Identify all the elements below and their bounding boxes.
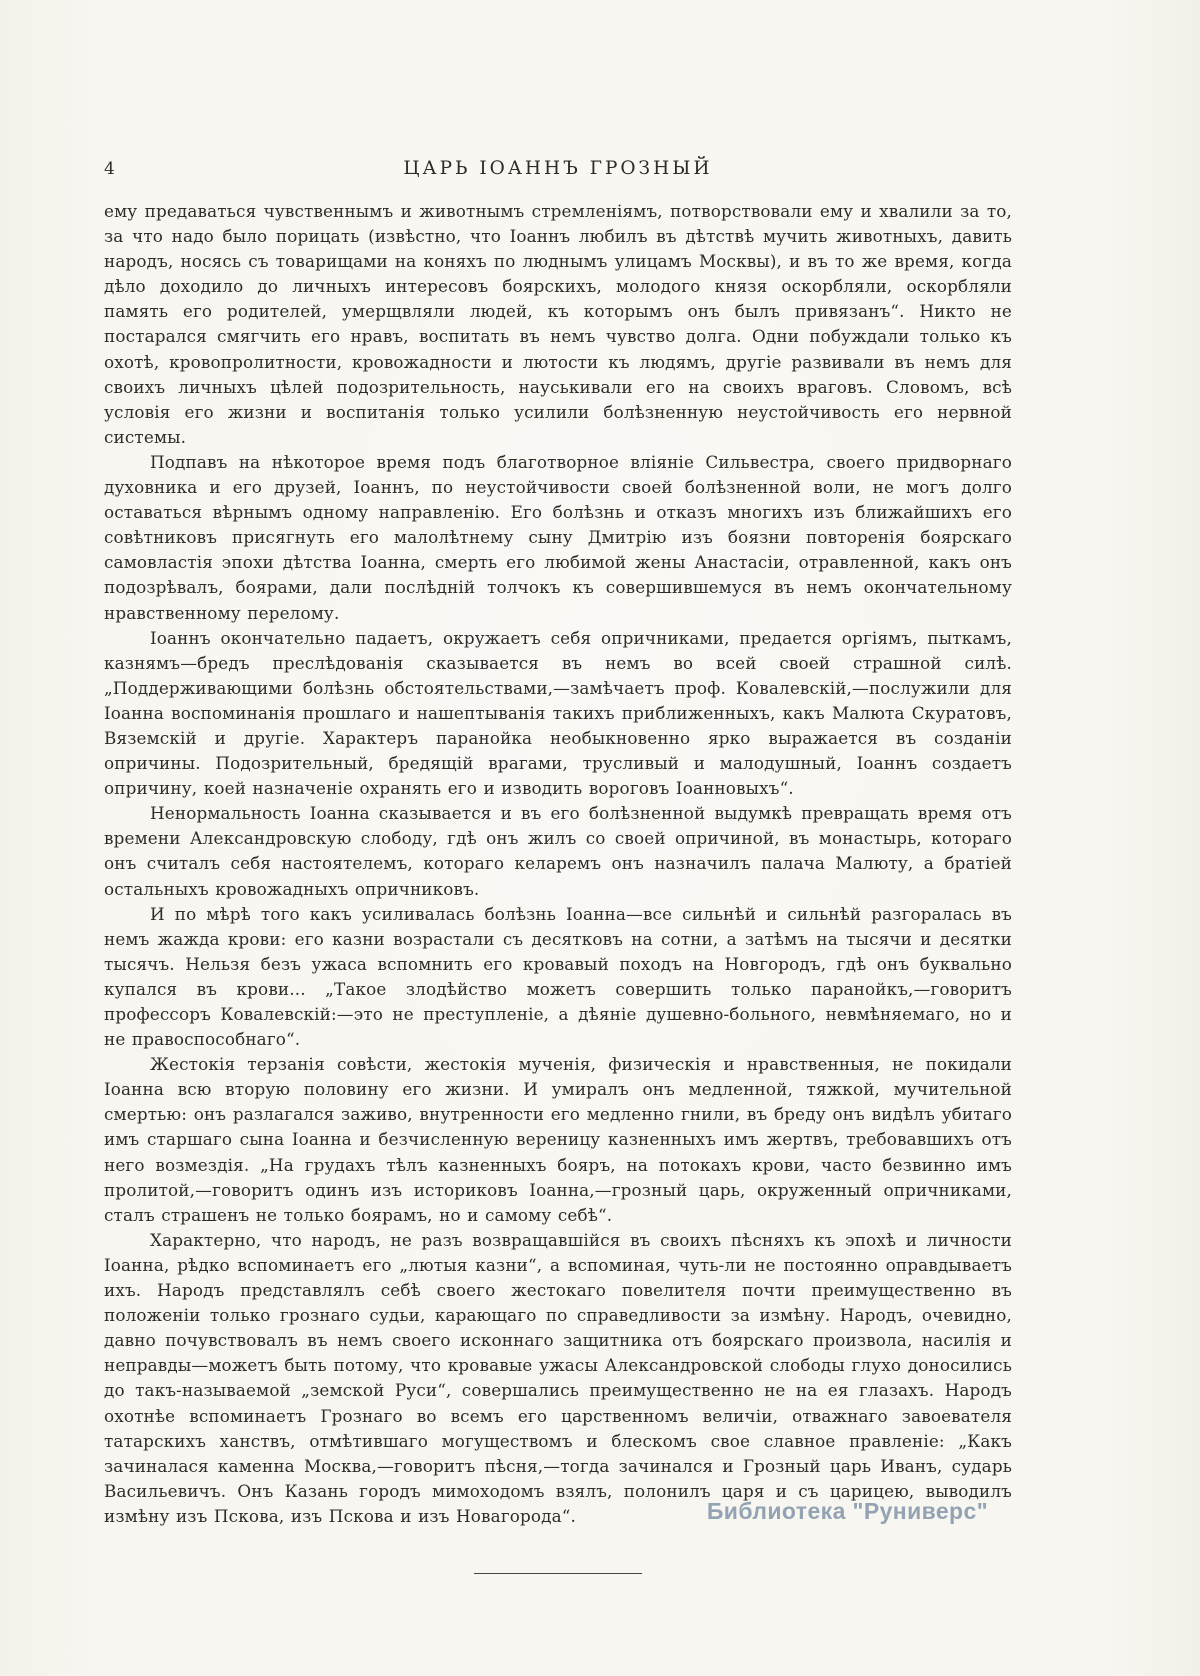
section-divider [474,1573,642,1574]
paragraph: Жестокія терзанія совѣсти, жестокія мученія, физическія и нравственныя, не покидали Іоанна всю вторую половину его жизни. И умиралъ онъ медленной, тяжкой, мучительной смертью: онъ разлагался заживо, внутренности его медленно гнили, въ бреду онъ видѣлъ убитаго имъ старшаго сына Іоанна и безчисленную вереницу казненныхъ имъ жертвъ, требовавшихъ отъ него возмездія. „На грудахъ тѣлъ казненныхъ бояръ, на потокахъ крови, часто безвинно имъ пролитой,—говоритъ одинъ изъ историковъ Іоанна,—грозный царь, окруженный опричниками, сталъ страшенъ не только боярамъ, но и самому себѣ“. [104,1054,1012,1225]
library-watermark: Библиотека "Руниверс" [706,1498,988,1524]
paragraph: ему предаваться чувственнымъ и животнымъ стремленіямъ, потворствовали ему и хвалили за то, за что надо было порицать (извѣстно, что Іоаннъ любилъ въ дѣтствѣ мучить животныхъ, давить народъ, носясь съ товарищами на коняхъ по люднымъ улицамъ Москвы), и въ то же время, когда дѣло доходило до личныхъ интересовъ боярскихъ, молодого князя оскорбляли, оскорбляли память его родителей, умерщвляли людей, къ которымъ онъ былъ привязанъ“. Никто не постарался смягчить его нравъ, воспитать въ немъ чувство долга. Одни побуждали только къ охотѣ, кровопролитности, кровожадности и лютости къ людямъ, другіе развивали въ немъ для своихъ личныхъ цѣлей подозрительность, науськивали его на своихъ враговъ. Словомъ, всѣ условія его жизни и воспитанія только усилили болѣзненную неустойчивость его нервной системы. [104,201,1012,447]
page-number: 4 [104,159,115,179]
body-text [104,199,1012,1529]
paragraph: Характерно, что народъ, не разъ возвращавшійся въ своихъ пѣсняхъ къ эпохѣ и личности Іоанна, рѣдко вспоминаетъ его „лютыя казни“, а вспоминая, чуть-ли не постоянно оправдываетъ ихъ. Народъ представлялъ себѣ своего жестокаго повелителя почти преимущественно въ положеніи только грознаго судьи, карающаго по справедливости за измѣну. Народъ, очевидно, давно почувствовалъ въ немъ своего исконнаго защитника отъ боярскаго произвола, насилія и неправды—можетъ быть потому, что кровавые ужасы Александровской слободы глухо доносились до такъ-называемой „земской Руси“, совершались преимущественно не на ея глазахъ. Народъ охотнѣе вспоминаетъ Грознаго во всемъ его царственномъ величіи, отважнаго завоевателя татарскихъ ханствъ, отмѣтившаго могуществомъ и блескомъ свое славное правленіе: „Какъ зачиналася каменна Москва,—говоритъ пѣсня,—тогда зачинался и Грозный царь Иванъ, сударь Васильевичъ. Онъ Казань городъ мимоходомъ взялъ, полонилъ царя и съ царицею, выводилъ измѣну изъ Пскова, изъ Пскова и изъ Новагорода“. [104,1229,1012,1526]
paragraph: И по мѣрѣ того какъ усиливалась болѣзнь Іоанна—все сильнѣй и сильнѣй разгоралась въ немъ жажда крови: его казни возрастали съ десятковъ на сотни, а затѣмъ на тысячи и десятки тысячъ. Нельзя безъ ужаса вспомнить его кровавый походъ на Новгородъ, гдѣ онъ буквально купался въ крови... „Такое злодѣйство можетъ совершить только паранойкъ,—говоритъ профессоръ Ковалевскій:—это не преступленіе, а дѣяніе душевно-больного, невмѣняемаго, но и не правоспособнаго“. [104,903,1012,1050]
running-title: ЦАРЬ ІОАННЪ ГРОЗНЫЙ [403,158,713,179]
page-header [104,158,1012,179]
paragraph: Подпавъ на нѣкоторое время подъ благотворное вліяніе Сильвестра, своего придворнаго духовника и его друзей, Іоаннъ, по неустойчивости своей болѣзненной воли, не могъ долго оставаться вѣрнымъ одному направленію. Его болѣзнь и отказъ многихъ изъ ближайшихъ его совѣтниковъ присягнуть его малолѣтнему сыну Дмитрію изъ боязни повторенія боярскаго самовластія эпохи дѣтства Іоанна, смерть его любимой жены Анастасіи, отравленной, какъ онъ подозрѣвалъ, боярами, дали послѣдній толчокъ къ совершившемуся въ немъ окончательному нравственному перелому. [104,451,1012,623]
paragraph: Ненормальность Іоанна сказывается и въ его болѣзненной выдумкѣ превращать время отъ времени Александровскую слободу, гдѣ онъ жилъ со своей опричиной, въ монастырь, котораго онъ считалъ себя настоятелемъ, котораго келаремъ онъ назначилъ палача Малюту, а братіей остальныхъ кровожадныхъ опричниковъ. [104,803,1012,899]
paragraph: Іоаннъ окончательно падаетъ, окружаетъ себя опричниками, предается оргіямъ, пыткамъ, казнямъ—бредъ преслѣдованія сказывается въ немъ во всей своей страшной силѣ. „Поддерживающими болѣзнь обстоятельствами,—замѣчаетъ проф. Ковалевскій,—послужили для Іоанна воспоминанія прошлаго и нашептыванія такихъ приближенныхъ, какъ Малюта Скуратовъ, Вяземскій и другіе. Характеръ паранойка необыкновенно ярко выражается въ созданіи опричины. Подозрительный, бредящій врагами, трусливый и малодушный, Іоаннъ создаетъ опричину, коей назначеніе охранять его и изводить вороговъ Іоанновыхъ“. [104,627,1012,799]
